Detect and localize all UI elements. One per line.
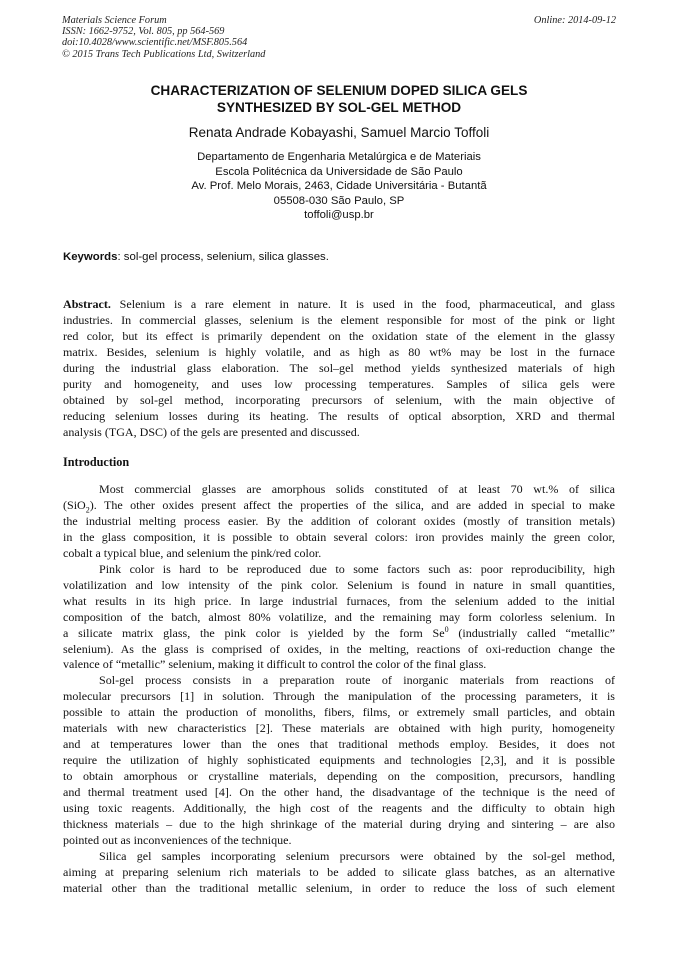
abstract-line: purity and homogeneity, and uses low processing temperatures. Samples of silica gels were — [63, 376, 615, 391]
intro-line: Silica gel samples incorporating selenium precursors were obtained by the sol-gel method, — [99, 848, 615, 863]
affiliation-email: toffoli@usp.br — [304, 209, 374, 222]
intro-line: require the utilization of highly sophisticated equipments and technologies [2,3], and it is possible — [63, 753, 615, 768]
intro-line: the industrial melting process easier. By the addition of colorant oxides (mostly of transition metals) — [63, 513, 615, 528]
issn-line: ISSN: 1662-9752, Vol. 805, pp 564-569 — [62, 26, 225, 38]
intro-line: in the glass composition, it is possible to obtain several colors: iron provides mainly the green color, — [63, 529, 615, 544]
affiliation-address: Av. Prof. Melo Morais, 2463, Cidade Universitária - Butantã — [191, 180, 487, 193]
title-line-1: CHARACTERIZATION OF SELENIUM DOPED SILICA GELS — [150, 83, 528, 98]
intro-line: (SiO$_2$). The other oxides present affect the properties of the silica, and are added in special to make — [63, 497, 615, 515]
abstract — [63, 297, 615, 441]
abstract-line: during the industrial glass elaboration. The sol–gel method yields synthesized materials of high — [63, 360, 615, 375]
intro-line: and at temperatures lower than the ones that traditional methods employ. Besides, it does not — [63, 737, 615, 752]
intro-line: a silicate matrix glass, the pink color is yielded by the form Se$^0$ (industrially called “metallic” — [63, 624, 615, 640]
intro-line: composition of the batch, almost 80% volatilize, and the remaining may form colorless selenium. In — [63, 609, 615, 624]
doi-line: doi:10.4028/www.scientific.net/MSF.805.564 — [62, 37, 248, 49]
intro-line: valence of “metallic” selenium, making it difficult to control the color of the final glass. — [63, 657, 487, 672]
authors: Renata Andrade Kobayashi, Samuel Marcio Toffoli — [188, 125, 490, 140]
intro-line: Pink color is hard to be reproduced due to some factors such as: poor reproducibility, high — [99, 561, 615, 576]
journal-name: Materials Science Forum — [62, 15, 167, 26]
abstract-line: obtained by sol-gel method, incorporating precursors of selenium, with the main objective of — [63, 392, 615, 407]
intro-line: using toxic reagents. Additionally, the high cost of the reagents and the difficulty to obtain high — [63, 801, 615, 816]
abstract-label: Abstract. — [63, 297, 111, 311]
copyright-line: © 2015 Trans Tech Publications Ltd, Switzerland — [62, 48, 266, 60]
intro-line: selenium). As the glass is comprised of oxides, in the melting, reactions of oxi-reduction change the — [63, 641, 615, 656]
intro-line: what results in its high price. In large industrial furnaces, from the selenium added to the initial — [63, 593, 615, 608]
introduction-body — [63, 482, 615, 897]
affiliation-department: Departamento de Engenharia Metalúrgica e de Materiais — [197, 151, 481, 163]
journal-header — [62, 15, 618, 60]
intro-line: Most commercial glasses are amorphous solids constituted of at least 70 wt.% of silica — [99, 482, 615, 496]
affiliation-school: Escola Politécnica da Universidade de São Paulo — [215, 165, 463, 178]
online-date: Online: 2014-09-12 — [533, 15, 616, 26]
intro-line: aiming at preparing selenium rich materials to be added to silicate glass batches, as an alternative — [63, 864, 615, 879]
keywords-text: : sol-gel process, selenium, silica glasses. — [117, 251, 329, 263]
affiliation — [40, 150, 638, 223]
abstract-line: matrix. Besides, selenium is highly volatile, and as high as 80 wt% may be lost in the furnace — [63, 344, 615, 359]
intro-line: possible to attain the production of monoliths, fibers, films, or extremely small particles, and obtain — [63, 705, 615, 720]
intro-line: volatilization and low intensity of the pink color. Selenium is found in nature in small quantities, — [63, 577, 615, 592]
abstract-line: analysis (TGA, DSC) of the gels are presented and discussed. — [63, 424, 360, 439]
intro-line: and thermal treatment used [4]. On the other hand, the disadvantage of the technique is the need of — [63, 785, 615, 800]
keywords-label: Keywords — [63, 251, 118, 263]
paper-title — [40, 82, 638, 116]
intro-line: cobalt a typical blue, and selenium the pink/red color. — [63, 545, 322, 560]
title-line-2: SYNTHESIZED BY SOL-GEL METHOD — [216, 100, 462, 115]
intro-line: Sol-gel process consists in a preparation route of inorganic materials from reactions of — [99, 673, 615, 688]
keywords — [63, 250, 623, 264]
intro-line: material other than the traditional metallic selenium, in order to reduce the loss of such element — [63, 880, 615, 895]
abstract-line: red color, but its effect is primarily dependent on the oxidation state of the element in the glassy — [63, 328, 615, 343]
abstract-line: Abstract. Selenium is a rare element in nature. It is used in the food, pharmaceutical, and glass — [63, 297, 615, 311]
abstract-line: reducing selenium losses during its heating. The results of optical absorption, XRD and thermal — [63, 408, 615, 423]
affiliation-city: 05508-030 São Paulo, SP — [273, 194, 405, 207]
intro-line: thickness materials – due to the high shrinkage of the material during drying and sintering – are also — [63, 817, 615, 832]
abstract-line: industries. In commercial glasses, selenium is the element responsible for most of the pink or light — [63, 312, 615, 327]
intro-line: molecular precursors [1] in solution. Through the manipulation of the processing parameters, it is — [63, 689, 615, 704]
introduction-heading: Introduction — [63, 455, 130, 469]
intro-line: to obtain amorphous or crystalline materials, depending on the composition, precursors, handling — [63, 769, 615, 784]
intro-line: pointed out as inconveniences of the technique. — [63, 832, 292, 847]
intro-line: materials with new characteristics [2]. These materials are obtained with high purity, homogeneity — [63, 721, 615, 736]
